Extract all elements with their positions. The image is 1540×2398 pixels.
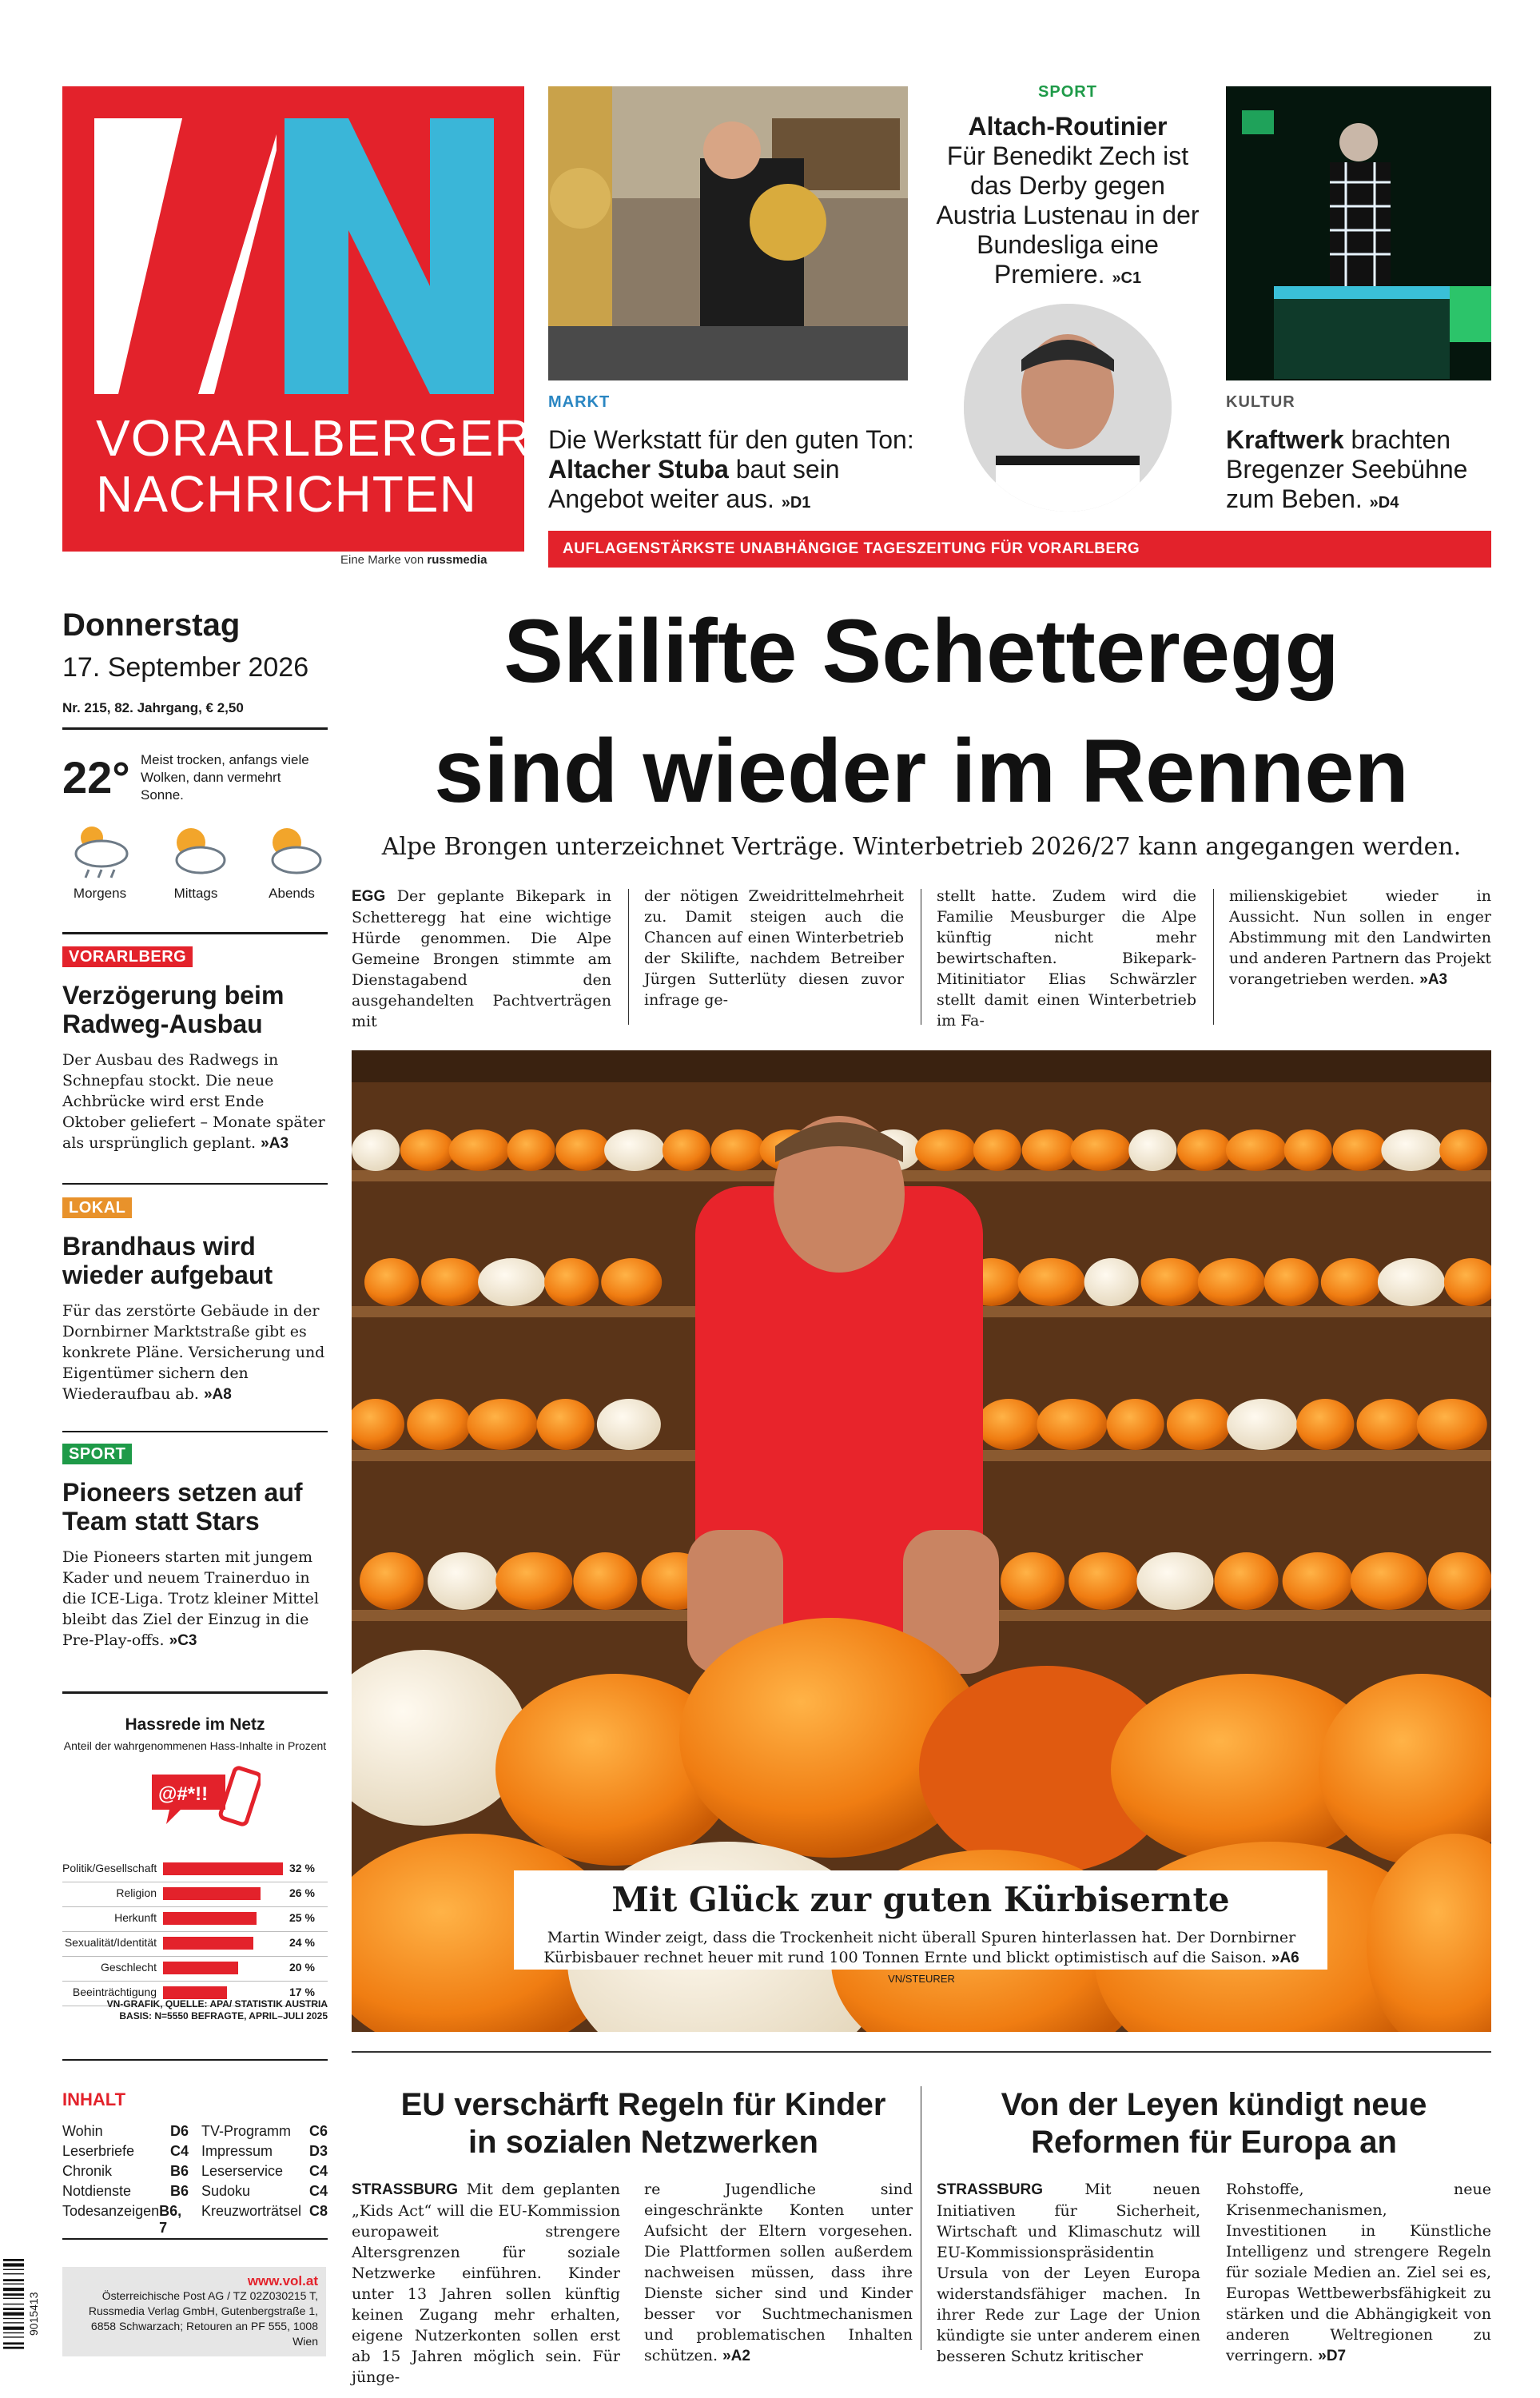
contents-item-label: Impressum xyxy=(201,2143,273,2159)
lead-col-2: der nötigen Zweidrittelmehrheit zu. Damit steigen auch die Chancen auf einen Winterbetrieb der Skilifte, nachdem Betreiber Jürgen Sutterlüty diesen zuvor infrage ge- xyxy=(644,887,904,1009)
pumpkin xyxy=(478,1258,545,1306)
eu-text-1: Mit dem geplanten „Kids Act“ will die EU-Kommission europaweit strengere Altersgrenzen für soziale Netzwerke einführen. Kinder unter 13 Jahren sollen künftig keinen Zugang mehr erhalten, eigene Nutzerkonten sollen erst ab 15 Jahren möglich sein. Für jünge- xyxy=(352,2181,620,2386)
eu-headline[interactable] xyxy=(352,2086,935,2161)
article-text: Der Ausbau des Radwegs in Schnepfau stockt. Die neue Achbrücke wird erst Ende Oktober geliefert – Monate später als ursprünglich geplant. xyxy=(62,1051,325,1152)
article-ref: »A8 xyxy=(203,1386,232,1403)
markt-text-bold: Altacher Stuba xyxy=(548,455,729,484)
bar-label: Sexualität/Identität xyxy=(64,1936,157,1949)
bar-label: Religion xyxy=(116,1886,157,1899)
contents-item[interactable] xyxy=(62,2183,189,2203)
contents-list-left xyxy=(62,2123,189,2236)
contents-item[interactable] xyxy=(201,2163,328,2183)
article-headline: Pioneers setzen auf Team statt Stars xyxy=(62,1478,303,1536)
eu-headline-line2: in sozialen Netzwerken xyxy=(468,2125,818,2160)
pumpkin xyxy=(973,1129,1021,1171)
chart-source-line2: BASIS: N=5550 BEFRAGTE, APRIL–JULI 2025 xyxy=(119,2010,328,2022)
edition-date: 17. September 2026 xyxy=(62,652,309,683)
bar-value-label: 32 % xyxy=(289,1862,315,1874)
eu-headline-line1: EU verschärft Regeln für Kinder xyxy=(400,2087,886,2122)
masthead-line1: VORARLBERGER xyxy=(96,409,532,467)
vdl-col-1 xyxy=(937,2179,1200,2367)
divider xyxy=(62,1431,328,1432)
imprint-line1: Österreichische Post AG / TZ 02Z030215 T, xyxy=(101,2289,318,2302)
contents-item[interactable] xyxy=(201,2203,328,2223)
pumpkin xyxy=(1037,1399,1107,1450)
lead-ref: »A3 xyxy=(1419,971,1448,988)
pumpkin xyxy=(1428,1552,1491,1610)
article-headline: Verzögerung beim Radweg-Ausbau xyxy=(62,981,285,1038)
sport-portrait[interactable] xyxy=(964,304,1172,512)
markt-ref: »D1 xyxy=(781,494,811,512)
lead-col-4 xyxy=(1229,886,1491,990)
bar-label: Politik/Gesellschaft xyxy=(62,1862,157,1874)
sport-teaser[interactable] xyxy=(932,112,1204,293)
vn-logo[interactable] xyxy=(62,86,532,552)
brand-line xyxy=(340,553,487,567)
kultur-ref: »D4 xyxy=(1369,494,1399,512)
brand-prefix: Eine Marke von xyxy=(340,553,424,567)
chart-illustration xyxy=(149,1763,261,1840)
lead-text-4: milienskigebiet wieder in Aussicht. Nun sollen in enger Abstimmung mit den Landwirten und anderen Partnern das Projekt vorangetrieben werden. xyxy=(1229,887,1491,988)
vdl-col-2 xyxy=(1226,2179,1491,2367)
contents-item-page: D3 xyxy=(308,2143,328,2159)
barcode-number: 9015413 xyxy=(27,2292,40,2336)
pumpkin xyxy=(1018,1258,1085,1306)
pumpkin xyxy=(467,1399,537,1450)
pumpkin xyxy=(1001,1552,1064,1610)
imprint-line2: Russmedia Verlag GmbH, Gutenbergstraße 1, xyxy=(88,2304,318,2317)
weather-label-evening: Abends xyxy=(269,886,315,901)
divider xyxy=(352,2051,1491,2053)
sun-cloud-icon xyxy=(257,820,327,882)
trumpet-workshop-image xyxy=(548,86,908,380)
caption-ref: »A6 xyxy=(1271,1950,1299,1966)
pumpkin xyxy=(555,1129,610,1171)
dateline: STRASSBURG xyxy=(937,2181,1044,2198)
bar xyxy=(163,1937,253,1950)
pumpkin xyxy=(1333,1129,1387,1171)
eu-ref: »A2 xyxy=(722,2348,750,2364)
eu-col-2 xyxy=(644,2179,913,2367)
pumpkin xyxy=(1167,1399,1231,1450)
imprint-line3: 6858 Schwarzach; Retouren an PF 555, 1008 Wien xyxy=(90,2320,318,2348)
bar-value-label: 25 % xyxy=(289,1911,315,1924)
kultur-kicker: KULTUR xyxy=(1226,393,1295,411)
divider xyxy=(62,727,328,730)
bar-label: Beeinträchtigung xyxy=(72,1986,157,1998)
pumpkin xyxy=(428,1552,498,1610)
contents-list-right xyxy=(201,2123,328,2223)
contents-item-page: C4 xyxy=(308,2163,328,2179)
markt-photo[interactable] xyxy=(548,86,908,380)
sun-cloud-icon xyxy=(161,820,231,882)
weather-temp: 22° xyxy=(62,752,130,803)
pumpkin xyxy=(1107,1399,1164,1450)
vdl-text-1: Mit neuen Initiativen für Sicherheit, Wirtschaft und Klimaschutz will EU-Kommissionspräsidentin Ursula von der Leyen Europa widerstandsfähiger machen. In ihrer Rede zur Lage der Union kündigte sie unter anderem einen besseren Schutz kritischer xyxy=(937,2181,1200,2365)
contents-item-label: Wohin xyxy=(62,2123,103,2139)
contents-item-page: D6 xyxy=(169,2123,189,2139)
weather-evening xyxy=(248,820,336,902)
pumpkin xyxy=(1351,1552,1427,1610)
bar xyxy=(163,1962,238,1974)
row-separator xyxy=(62,1981,328,1982)
pumpkin xyxy=(352,1129,400,1171)
pumpkin xyxy=(1439,1129,1487,1171)
edition-day: Donnerstag xyxy=(62,607,241,643)
vdl-ref: »D7 xyxy=(1318,2348,1347,2364)
pumpkin xyxy=(573,1552,637,1610)
row-separator xyxy=(62,1931,328,1932)
divider xyxy=(62,932,328,934)
contents-item-label: Kreuzworträtsel xyxy=(201,2203,302,2219)
bar-value-label: 26 % xyxy=(289,1886,315,1899)
lead-headline[interactable] xyxy=(352,592,1491,831)
lead-text-1: Der geplante Bikepark in Schetteregg hat eine wichtige Hürde genommen. Die Alpe Gemeine Brongen stimmte am Dienstagabend den ausgehandelten Pachtverträgen mit xyxy=(352,887,611,1030)
kultur-teaser[interactable] xyxy=(1226,425,1491,518)
left-article-lokal[interactable] xyxy=(62,1199,326,1405)
bar xyxy=(163,1887,261,1900)
pumpkin xyxy=(1321,1258,1382,1306)
site-link[interactable]: www.vol.at xyxy=(247,2273,318,2288)
chart-title: Hassrede im Netz xyxy=(125,1715,265,1734)
divider xyxy=(62,1183,328,1185)
article-body xyxy=(62,1050,326,1154)
contents-item-page: B6 xyxy=(169,2163,189,2179)
kultur-photo[interactable] xyxy=(1226,86,1491,380)
kultur-text-bold: Kraftwerk xyxy=(1226,425,1344,454)
divider xyxy=(62,1691,328,1694)
bar-value-label: 17 % xyxy=(289,1986,315,1998)
pumpkin xyxy=(1264,1258,1319,1306)
row-separator xyxy=(62,1956,328,1957)
article-text: Die Pioneers starten mit jungem Kader und neuem Trainerduo in die ICE-Liga. Trotz kleiner Mittel bleibt das Ziel der Einzug in die Pre-Play-offs. xyxy=(62,1548,319,1649)
pumpkin xyxy=(1084,1258,1139,1306)
weather-morning xyxy=(56,820,144,902)
left-article-sport[interactable] xyxy=(62,1445,326,1651)
contents-item-page: B6 xyxy=(169,2183,189,2199)
contents-item[interactable] xyxy=(62,2123,189,2143)
imprint-box xyxy=(62,2267,326,2356)
lead-deck: Alpe Brongen unterzeichnet Verträge. Winterbetrieb 2026/27 kann angegangen werden. xyxy=(381,833,1462,861)
bar-value-label: 20 % xyxy=(289,1961,315,1974)
weather-label-midday: Mittags xyxy=(173,886,218,901)
bar-label: Geschlecht xyxy=(100,1961,157,1974)
pumpkin xyxy=(1417,1399,1487,1450)
eu-text-2: re Jugendliche sind eingeschränkte Konten unter Aufsicht der Eltern vorgesehen. Die Plattformen sollen außerdem nachweisen müssen, dass ihre Dienste sicher sind und Kinder besser vor Suchtmechanismen und problematischen Inhalten schützen. xyxy=(644,2181,913,2364)
pumpkin xyxy=(537,1399,595,1450)
pumpkin xyxy=(449,1129,510,1171)
masthead-line2: NACHRICHTEN xyxy=(96,465,477,523)
contents-item-label: Notdienste xyxy=(62,2183,132,2199)
pumpkin xyxy=(507,1129,555,1171)
dateline: STRASSBURG xyxy=(352,2181,459,2198)
contents-item-label: Leserservice xyxy=(201,2163,284,2179)
brand-name: russmedia xyxy=(427,553,487,567)
chart-source-line1: VN-GRAFIK, QUELLE: APA/ STATISTIK AUSTRIA xyxy=(106,1998,328,2010)
pumpkin xyxy=(1284,1129,1332,1171)
contents-title: INHALT xyxy=(62,2089,126,2109)
pumpkin xyxy=(915,1129,976,1171)
row-separator xyxy=(62,1906,328,1907)
column-rule xyxy=(1213,889,1214,1025)
contents-item[interactable] xyxy=(201,2183,328,2203)
pumpkin xyxy=(1227,1399,1297,1450)
contents-item[interactable] xyxy=(201,2123,328,2143)
divider xyxy=(62,2238,328,2240)
contents-item-label: TV-Programm xyxy=(201,2123,292,2139)
contents-item-page: C4 xyxy=(308,2183,328,2199)
contents-item-label: Todesanzeigen xyxy=(62,2203,160,2219)
kultur-text-post: brachten Bregenzer Seebühne zum Beben. xyxy=(1226,425,1468,513)
vdl-headline-line2: Reformen für Europa an xyxy=(1031,2125,1397,2160)
vdl-headline[interactable] xyxy=(937,2086,1491,2161)
kraftwerk-concert-image xyxy=(1226,86,1491,380)
markt-kicker: MARKT xyxy=(548,393,611,411)
vdl-text-2: Rohstoffe, neue Krisenmechanismen, Investitionen in Künstliche Intelligenz und strengere Regeln für soziale Medien an. Ziel sei es, Europas Wettbewerbsfähigkeit zu stärken und die Abhängigkeit von anderen Weltregionen zu verringern. xyxy=(1226,2181,1491,2364)
contents-item-page: C8 xyxy=(308,2203,328,2219)
pumpkin xyxy=(1022,1129,1076,1171)
pumpkin xyxy=(604,1129,665,1171)
pumpkin xyxy=(1068,1552,1139,1610)
markt-teaser[interactable] xyxy=(548,425,916,518)
pumpkin xyxy=(601,1258,662,1306)
bar xyxy=(163,1862,283,1875)
sport-ref: »C1 xyxy=(1112,269,1142,287)
article-ref: »A3 xyxy=(261,1135,289,1152)
lead-headline-line1: Skilifte Schetteregg xyxy=(503,601,1339,701)
pumpkin xyxy=(407,1399,471,1450)
chart-source xyxy=(62,1998,328,2022)
pumpkin xyxy=(1136,1552,1213,1610)
weather-midday xyxy=(152,820,240,902)
tagline-bar: AUFLAGENSTÄRKSTE UNABHÄNGIGE TAGESZEITUNG FÜR VORARLBERG xyxy=(548,531,1491,568)
markt-text-post: baut sein Angebot weiter aus. xyxy=(548,455,840,513)
vdl-headline-line1: Von der Leyen kündigt neue xyxy=(1001,2087,1427,2122)
bar xyxy=(163,1912,257,1925)
divider xyxy=(62,2059,328,2061)
pumpkin xyxy=(1177,1129,1232,1171)
contents-item[interactable] xyxy=(62,2203,189,2236)
cloud-rain-icon xyxy=(65,820,135,882)
chart-subtitle: Anteil der wahrgenommenen Hass-Inhalte in Prozent xyxy=(63,1739,327,1752)
lead-col-1 xyxy=(352,886,611,1032)
pumpkin xyxy=(1070,1129,1131,1171)
contents-item-label: Chronik xyxy=(62,2163,113,2179)
bar-chart xyxy=(62,1862,328,2006)
masthead-title xyxy=(96,409,532,523)
contents-item-page: C4 xyxy=(169,2143,189,2159)
sport-text: Für Benedikt Zech ist das Derby gegen Austria Lustenau in der Bundesliga eine Premiere. xyxy=(936,141,1200,289)
pumpkin xyxy=(663,1129,710,1171)
bar xyxy=(163,1986,227,1999)
pumpkin xyxy=(495,1552,572,1610)
sport-kicker: SPORT xyxy=(1038,83,1097,101)
barcode xyxy=(3,2257,50,2371)
pumpkin xyxy=(1296,1399,1354,1450)
contents-item[interactable] xyxy=(201,2143,328,2163)
svg-text:@#*!!: @#*!! xyxy=(158,1783,209,1805)
article-text: Für das zerstörte Gebäude in der Dornbirner Marktstraße gibt es konkrete Pläne. Versicherung und Eigentümer sichern den Wiederaufbau ab. xyxy=(62,1302,325,1403)
section-tag-sport: SPORT xyxy=(62,1444,132,1464)
pumpkin xyxy=(1141,1258,1202,1306)
edition-issue: Nr. 215, 82. Jahrgang, € 2,50 xyxy=(62,700,244,715)
weather-text: Meist trocken, anfangs viele Wolken, dann vermehrt Sonne. xyxy=(141,752,309,803)
pumpkin xyxy=(711,1129,766,1171)
bar-label: Herkunft xyxy=(114,1911,157,1924)
contents-item-label: Leserbriefe xyxy=(62,2143,135,2159)
article-body xyxy=(62,1301,326,1405)
article-ref: »C3 xyxy=(169,1632,197,1649)
pumpkin xyxy=(1215,1552,1279,1610)
pumpkin xyxy=(544,1258,599,1306)
sport-title: Altach-Routinier xyxy=(968,112,1168,141)
pumpkin xyxy=(1378,1258,1445,1306)
eu-col-1 xyxy=(352,2179,620,2388)
dateline: EGG xyxy=(352,888,386,905)
contents-item-page: C6 xyxy=(308,2123,328,2139)
markt-text-pre: Die Werkstatt für den guten Ton: xyxy=(548,425,914,454)
photo-caption-text xyxy=(530,1928,1313,1989)
pumpkin xyxy=(1357,1399,1421,1450)
pumpkin xyxy=(977,1399,1041,1450)
pumpkin xyxy=(1283,1552,1353,1610)
pumpkin xyxy=(1198,1258,1265,1306)
caption-text: Martin Winder zeigt, dass die Trockenheit nicht überall Spuren hinterlassen hat. Der Dornbirner Kürbisbauer rechnet heuer mit rund 100 Tonnen Ernte und blickt optimistisch auf die Saison. xyxy=(543,1929,1296,1966)
column-rule xyxy=(628,889,629,1025)
lead-col-3: stellt hatte. Zudem wird die Familie Meusburger die Alpe künftig nicht mehr bewirtschaften. Bikepark-Mitinitiator Elias Schwärzler stellt damit einen Winterbetrieb im Fa- xyxy=(937,887,1196,1030)
weather-label-morning: Morgens xyxy=(73,886,127,901)
contents-item-page: B6, 7 xyxy=(159,2203,182,2236)
left-article-vorarlberg[interactable] xyxy=(62,948,326,1154)
photo-caption-box xyxy=(514,1870,1327,1985)
pumpkin xyxy=(360,1552,424,1610)
article-body xyxy=(62,1547,326,1651)
contents-item[interactable] xyxy=(62,2143,189,2163)
pumpkin xyxy=(597,1399,661,1450)
photo-credit: VN/STEURER xyxy=(888,1973,955,1985)
pumpkin xyxy=(421,1258,482,1306)
pumpkin xyxy=(400,1129,455,1171)
pumpkin xyxy=(1128,1129,1176,1171)
contents-item-label: Sudoku xyxy=(201,2183,251,2199)
section-tag-lokal: LOKAL xyxy=(62,1197,132,1218)
pumpkin xyxy=(1226,1129,1287,1171)
article-headline: Brandhaus wird wieder aufgebaut xyxy=(62,1232,273,1289)
player-portrait-image xyxy=(964,304,1172,512)
bar-value-label: 24 % xyxy=(289,1936,315,1949)
pumpkin xyxy=(364,1258,419,1306)
contents-item[interactable] xyxy=(62,2163,189,2183)
photo-caption-title: Mit Glück zur guten Kürbisernte xyxy=(611,1880,1230,1919)
hate-speech-phone-icon xyxy=(149,1763,261,1840)
pumpkin xyxy=(1381,1129,1442,1171)
logo-v-glyph xyxy=(94,118,277,394)
logo-n-glyph xyxy=(285,118,494,394)
section-tag-vorarlberg: VORARLBERG xyxy=(62,946,193,967)
lead-headline-line2: sind wieder im Rennen xyxy=(434,721,1409,821)
